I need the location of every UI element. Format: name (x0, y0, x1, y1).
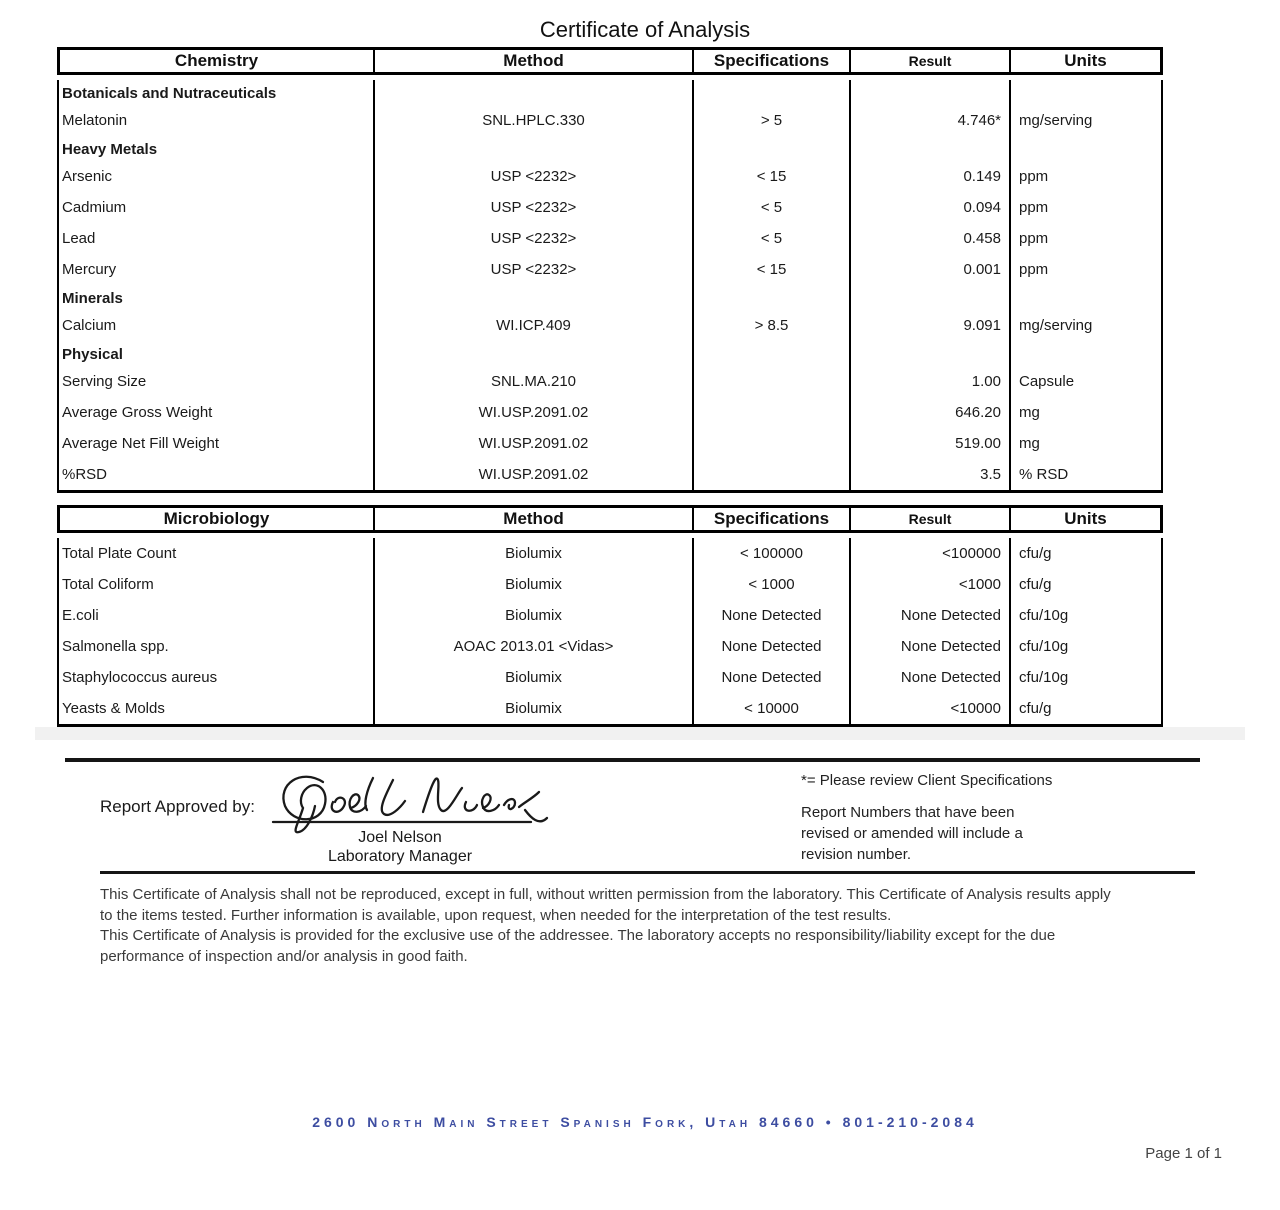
table-cell (375, 341, 694, 366)
table-cell: cfu/10g (1019, 669, 1069, 686)
table-cell: USP <2232> (375, 223, 694, 254)
table-cell: 0.094 (851, 192, 1011, 223)
table-cell (694, 397, 851, 428)
table-row (59, 538, 1161, 569)
table-cell: < 5 (694, 192, 851, 223)
table-row (59, 569, 1161, 600)
table-cell (694, 341, 851, 366)
scan-shadow-band (35, 727, 1245, 740)
table-cell: Salmonella spp. (59, 631, 375, 662)
signature-image (263, 766, 553, 838)
table-cell: WI.USP.2091.02 (375, 459, 694, 490)
column-header: Microbiology (60, 508, 375, 530)
table-cell (851, 80, 1011, 105)
chemistry-table-header (57, 47, 1163, 75)
table-cell: cfu/g (1019, 700, 1052, 717)
table-row (59, 310, 1161, 341)
table-cell: Biolumix (375, 662, 694, 693)
table-cell: None Detected (694, 631, 851, 662)
table-cell: Biolumix (375, 569, 694, 600)
table-cell: Capsule (1019, 373, 1075, 390)
table-cell: mg/serving (1019, 317, 1093, 334)
column-header: Specifications (694, 508, 851, 530)
revision-note-line: revision number. (801, 846, 912, 863)
table-row (59, 662, 1161, 693)
table-cell: ppm (1019, 199, 1049, 216)
table-cell: Lead (59, 223, 375, 254)
microbiology-table-body (57, 538, 1163, 727)
table-cell: None Detected (694, 600, 851, 631)
table-row (59, 161, 1161, 192)
signer-name: Joel Nelson (358, 829, 442, 846)
table-cell: Cadmium (59, 192, 375, 223)
table-cell (375, 136, 694, 161)
table-cell: Yeasts & Molds (59, 693, 375, 724)
table-cell: 0.001 (851, 254, 1011, 285)
table-cell (1011, 285, 1161, 310)
table-cell: AOAC 2013.01 <Vidas> (375, 631, 694, 662)
table-cell: mg (1019, 404, 1040, 421)
table-cell: mg (1019, 435, 1040, 452)
table-cell: SNL.HPLC.330 (375, 105, 694, 136)
table-cell (1011, 341, 1161, 366)
table-cell (694, 459, 851, 490)
table-cell: USP <2232> (375, 192, 694, 223)
divider-rule (100, 871, 1195, 874)
asterisk-note: *= Please review Client Specifications (801, 772, 1053, 789)
table-cell: < 15 (694, 254, 851, 285)
table-cell: cfu/g (1019, 545, 1052, 562)
table-cell: <1000 (851, 569, 1011, 600)
table-cell: < 10000 (694, 693, 851, 724)
table-cell: > 8.5 (694, 310, 851, 341)
divider-rule (65, 758, 1200, 762)
revision-note-line: Report Numbers that have been (801, 804, 1015, 821)
table-cell: 0.149 (851, 161, 1011, 192)
table-cell: Biolumix (375, 600, 694, 631)
section-row (59, 285, 1161, 310)
table-cell: Average Gross Weight (59, 397, 375, 428)
table-cell: Staphylococcus aureus (59, 662, 375, 693)
table-row (59, 366, 1161, 397)
table-cell (694, 80, 851, 105)
table-cell: ppm (1019, 230, 1049, 247)
table-cell: Serving Size (59, 366, 375, 397)
chemistry-table-body (57, 80, 1163, 493)
table-cell (694, 136, 851, 161)
table-cell (694, 285, 851, 310)
table-cell: < 5 (694, 223, 851, 254)
table-cell: Melatonin (59, 105, 375, 136)
table-cell: USP <2232> (375, 161, 694, 192)
table-cell (375, 285, 694, 310)
table-cell (694, 366, 851, 397)
disclaimer-line: to the items tested. Further information is available, upon request, when needed for the interpretation of the test results. (100, 906, 892, 924)
disclaimer-line: This Certificate of Analysis shall not be reproduced, except in full, without written permission from the laboratory. This Certificate of Analysis results apply (100, 886, 1111, 903)
column-header: Chemistry (60, 50, 375, 72)
table-row (59, 459, 1161, 490)
section-row (59, 136, 1161, 161)
table-cell: cfu/g (1019, 576, 1052, 593)
table-cell: 0.458 (851, 223, 1011, 254)
revision-note-line: revised or amended will include a (801, 825, 1023, 842)
table-cell: <10000 (851, 693, 1011, 724)
table-cell: Total Plate Count (59, 538, 375, 569)
column-header: Result (851, 508, 1011, 530)
table-cell (1011, 80, 1161, 105)
table-cell (375, 80, 694, 105)
table-cell (851, 341, 1011, 366)
table-cell (1011, 136, 1161, 161)
table-row (59, 254, 1161, 285)
table-cell: < 15 (694, 161, 851, 192)
table-row (59, 600, 1161, 631)
table-row (59, 631, 1161, 662)
table-cell: WI.USP.2091.02 (375, 428, 694, 459)
disclaimer-text (100, 885, 1111, 967)
report-approved-label: Report Approved by: (100, 797, 255, 816)
table-cell: 9.091 (851, 310, 1011, 341)
column-header: Result (851, 50, 1011, 72)
table-cell: None Detected (694, 662, 851, 693)
table-row (59, 223, 1161, 254)
table-cell: Total Coliform (59, 569, 375, 600)
table-cell: Biolumix (375, 538, 694, 569)
table-cell (851, 136, 1011, 161)
table-cell: Average Net Fill Weight (59, 428, 375, 459)
table-cell: WI.ICP.409 (375, 310, 694, 341)
table-cell: % RSD (1019, 466, 1069, 483)
table-cell: 3.5 (851, 459, 1011, 490)
table-cell: 1.00 (851, 366, 1011, 397)
table-cell: < 100000 (694, 538, 851, 569)
column-header: Units (1064, 509, 1107, 528)
table-cell: Biolumix (375, 693, 694, 724)
column-header: Specifications (694, 50, 851, 72)
table-row (59, 693, 1161, 724)
table-cell: <100000 (851, 538, 1011, 569)
table-cell: None Detected (851, 662, 1011, 693)
table-cell: 4.746* (851, 105, 1011, 136)
lab-address: 2600 North Main Street Spanish Fork, Utah 84660 • 801-210-2084 (312, 1114, 978, 1130)
table-row (59, 105, 1161, 136)
table-cell: USP <2232> (375, 254, 694, 285)
table-cell: %RSD (59, 459, 375, 490)
table-cell: E.coli (59, 600, 375, 631)
column-header: Method (375, 508, 694, 530)
table-cell: > 5 (694, 105, 851, 136)
section-label: Botanicals and Nutraceuticals (59, 80, 375, 105)
table-cell: SNL.MA.210 (375, 366, 694, 397)
table-cell: None Detected (851, 600, 1011, 631)
table-row (59, 397, 1161, 428)
table-cell: ppm (1019, 261, 1049, 278)
table-cell: Calcium (59, 310, 375, 341)
section-row (59, 80, 1161, 105)
table-cell (694, 428, 851, 459)
table-cell: 519.00 (851, 428, 1011, 459)
table-cell: cfu/10g (1019, 607, 1069, 624)
section-label: Heavy Metals (59, 136, 375, 161)
column-header: Method (375, 50, 694, 72)
table-row (59, 428, 1161, 459)
section-label: Physical (59, 341, 375, 366)
section-row (59, 341, 1161, 366)
table-cell: ppm (1019, 168, 1049, 185)
column-header: Units (1064, 51, 1107, 70)
disclaimer-line: performance of inspection and/or analysis in good faith. (100, 947, 468, 965)
page-number: Page 1 of 1 (1145, 1145, 1222, 1162)
section-label: Minerals (59, 285, 375, 310)
table-cell: Mercury (59, 254, 375, 285)
revision-note (801, 802, 1023, 865)
disclaimer-line: This Certificate of Analysis is provided for the exclusive use of the addressee. The laboratory accepts no responsibility/liability except for the due (100, 927, 1056, 944)
table-cell: < 1000 (694, 569, 851, 600)
table-cell: cfu/10g (1019, 638, 1069, 655)
table-row (59, 192, 1161, 223)
table-cell: None Detected (851, 631, 1011, 662)
table-cell: WI.USP.2091.02 (375, 397, 694, 428)
table-cell: mg/serving (1019, 112, 1093, 129)
microbiology-table-header (57, 505, 1163, 533)
table-cell (851, 285, 1011, 310)
signer-title: Laboratory Manager (327, 848, 473, 865)
table-cell: 646.20 (851, 397, 1011, 428)
table-cell: Arsenic (59, 161, 375, 192)
page-title: Certificate of Analysis (539, 17, 751, 42)
